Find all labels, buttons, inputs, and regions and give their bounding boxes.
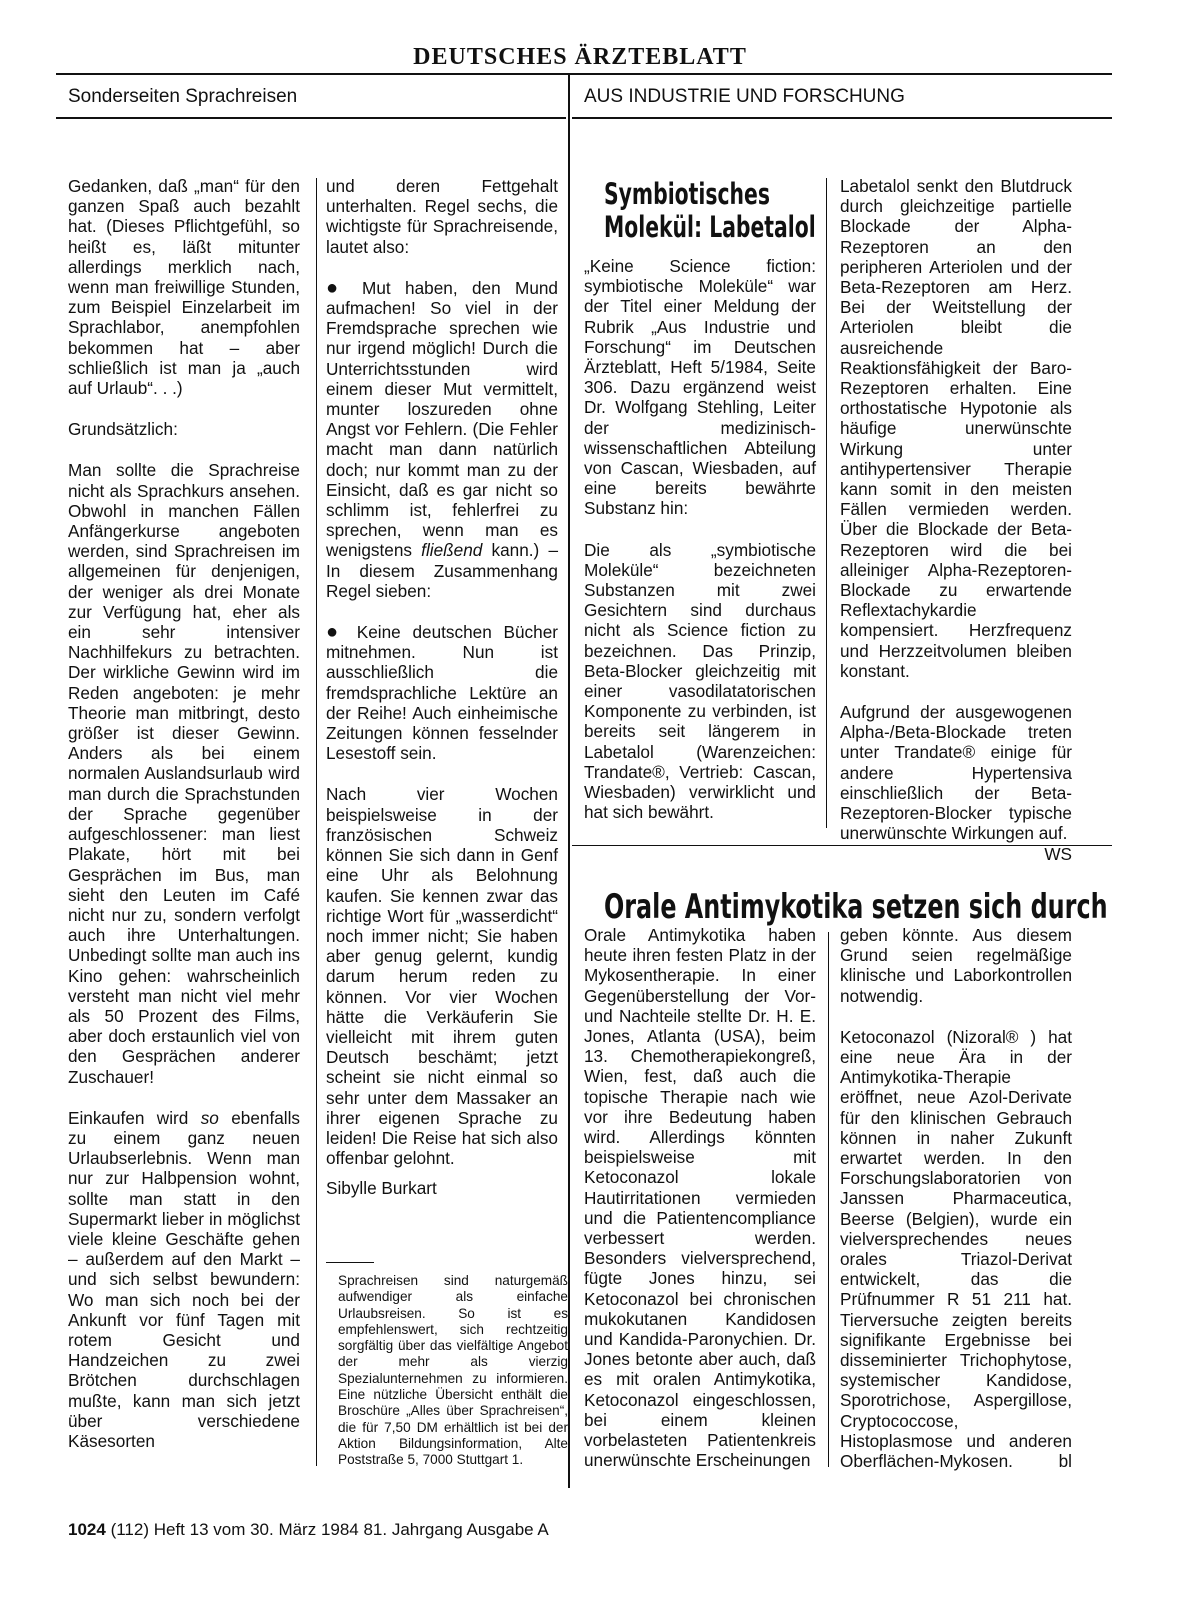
center-divider: [568, 73, 570, 1488]
text-run: Keine deutschen Bücher mitnehmen. Nun ist ausschließlich die fremdsprachliche Lektüre an der Reihe! Auch einheimische Zeitungen können fesselnder Lesestoff sein.: [326, 622, 558, 764]
text-run: ebenfalls zu einem ganz neuen Urlaubserlebnis. Wenn man nur zur Halbpension wohnt, sollte man statt in den Supermarkt lieber in möglichst viele kleine Geschäfte gehen – außerdem auf den Markt – und sich selbst bewundern: Wo man sich noch bei der Ankunft vor fünf Tagen mit rotem Gesicht und Handzeichen zu zwei Brötchen durchschlagen mußte, kann man sich jetzt über verschiedene Käsesorten: [68, 1107, 301, 1451]
article-1-col-b: [840, 176, 1072, 865]
column-2: [326, 176, 558, 1220]
text-run: Aufgrund der ausgewogenen Alpha-/Beta-Blockade treten unter Trandate® einige für andere Hypertensiva einschließlich der Beta-Rezeptoren-Blocker typische unerwünschte Wirkungen auf.: [840, 702, 1072, 844]
emphasis: so: [200, 1107, 219, 1128]
paragraph: Orale Antimykotika haben heute ihren festen Platz in der Mykosentherapie. In einer Gegenüberstellung der Vor- und Nachteile stellte Dr. H. E. Jones, Atlanta (USA), beim 13. Chemotherapiekongreß, Wien, fest, daß auch die topische Therapie nach wie vor ihre Bedeutung haben wird. Allerdings könnten beispielsweise mit Ketoconazol lokale Hautirritationen vermieden und die Patientencompliance verbessert werden. Besonders vielversprechend, fügte Jones hinzu, sei Ketoconazol bei chronischen mukokutanen Kandidosen und Kandida-Paronychien. Dr. Jones betonte aber auch, daß es mit oralen Antimykotika, Ketoconazol eingeschlossen, bei einem kleinen vorbelasteten Patientenkreis unerwünschte Erscheinungen: [584, 925, 816, 1471]
paragraph: Man sollte die Sprachreise nicht als Sprachkurs ansehen. Obwohl in manchen Fällen Anfängerkurse angeboten werden, sind Sprachreisen im allgemeinen für denjenigen, der weniger als drei Monate zur Verfügung hat, eher als ein sehr intensiver Nachhilfekurs zu betrachten. Der wirkliche Gewinn wird im Reden angeboten: je mehr Theorie man mitbringt, desto größer ist dieser Gewinn. Anders als bei einem normalen Auslandsurlaub wird man durch die Sprachstunden der Sprache gegenüber aufgeschlossener: man liest Plakate, hört mit bei Gesprächen im Bus, man sieht den Leuten im Café nicht nur zu, sondern verfolgt auch ihre Unterhaltungen. Unbedingt sollte man auch ins Kino gehen: wahrscheinlich versteht man nicht viel mehr als 50 Prozent des Films, aber doch erstaunlich viel von den Gesprächen anderer Zuschauer!: [68, 460, 300, 1087]
title-line: Symbiotisches: [604, 177, 770, 211]
section-rule-left: [56, 117, 566, 119]
article-2-col-b: [840, 925, 1072, 1492]
title-line: Molekül: Labetalol: [604, 210, 816, 244]
masthead-rule: [56, 73, 1112, 75]
text-run: Ketoconazol (Nizoral® ) hat eine neue Ära in der Antimykotika-Therapie eröffnet, neue Azol-Derivate für den klinischen Gebrauch können in naher Zukunft erwartet werden. In den Forschungslaboratorien von Janssen Pharmaceutica, Beerse (Belgien), wurde ein vielversprechendes neues orales Triazol-Derivat entwickelt, das die Prüfnummer R 51 211 hat. Tierversuche zeigten bereits signifikante Ergebnisse bei disseminierter Trichophytose, systemischer Kandidose, Sporotrichose, Aspergillose, Cryptococcose, Histoplasmose und anderen Oberflächen-Mykosen.: [840, 1026, 1072, 1472]
paragraph: Die als „symbiotische Moleküle“ bezeichneten Substanzen mit zwei Gesichtern sind durchaus nicht als Science fiction zu bezeichnen. Das Prinzip, Beta-Blocker gleichzeitig mit einer vasodilatatorischen Komponente zu verbinden, ist bereits seit längerem in Labetalol (Warenzeichen: Trandate®, Vertrieb: Cascan, Wiesbaden) verwirklicht und hat sich bewährt.: [584, 539, 816, 823]
article-1-title: [604, 178, 816, 244]
emphasis: fließend: [421, 540, 483, 561]
page-number: 1024: [68, 1520, 106, 1539]
bullet-icon: ●: [326, 276, 348, 299]
paragraph: [326, 622, 558, 763]
paragraph: Labetalol senkt den Blutdruck durch gleichzeitige partielle Blockade der Alpha-Rezeptoren an den peripheren Arteriolen und der Beta-Rezeptoren am Herz. Bei der Weitstellung der Arteriolen bleibt die ausreichende Reaktionsfähigkeit der Baro-Rezeptoren erhalten. Eine orthostatische Hypotonie als häufige unerwünschte Wirkung unter antihypertensiver Therapie kann somit in den meisten Fällen vermieden werden. Über die Blockade der Beta-Rezeptoren wird die bei alleiniger Alpha-Rezeptoren-Blockade zu erwartende Reflextachykardie kompensiert. Herzfrequenz und Herzzeitvolumen bleiben konstant.: [840, 176, 1072, 681]
section-left: Sonderseiten Sprachreisen: [68, 86, 298, 107]
paragraph: [68, 1108, 300, 1451]
paragraph: [326, 278, 558, 601]
section-right: AUS INDUSTRIE UND FORSCHUNG: [584, 86, 905, 107]
paragraph: Nach vier Wochen beispielsweise in der französischen Schweiz können Sie sich dann in Genf eine Uhr als Belohnung kaufen. Sie kennen zwar das richtige Wort für „wasserdicht“ noch immer nicht; Sie haben aber genug gelernt, kundig darum herum reden zu können. Vor vier Wochen hätte die Verkäuferin Sie vielleicht mit ihrem guten Deutsch beschämt; jetzt scheint sie nicht einmal so sehr unter dem Massaker an ihrer eigenen Sprache zu leiden! Die Reise hat sich also offenbar gelohnt.: [326, 784, 558, 1169]
section-rule-right: [572, 117, 1112, 119]
text-run: Mut haben, den Mund aufmachen! So viel in der Fremdsprache sprechen wie nur irgend möglich! Durch die Unterrichtsstunden wird einem dieser Mut vermittelt, munter loszureden ohne Angst vor Fehlern. (Die Fehler macht man dann natürlich doch; nur kommt man zu der Einsicht, daß es gar nicht so schlimm ist, fehlerfrei zu sprechen, wenn man es wenigstens: [326, 277, 558, 561]
page-footer: [68, 1520, 549, 1540]
author: Sibylle Burkart: [326, 1178, 437, 1199]
subheading: Grundsätzlich:: [68, 419, 178, 440]
signature: bl: [1058, 1451, 1072, 1472]
paragraph: [840, 702, 1072, 864]
signature: WS: [1044, 843, 1072, 864]
paragraph: geben könnte. Aus diesem Grund seien regelmäßige klinische und Laborkontrollen notwendig.: [840, 925, 1072, 1006]
paragraph: und deren Fettgehalt unterhalten. Regel sechs, die wichtigste für Sprachreisende, lautet also:: [326, 176, 558, 257]
paragraph: [840, 1027, 1072, 1471]
article-2-title: Orale Antimykotika setzen sich durch: [604, 887, 1108, 927]
footnote: Sprachreisen sind naturgemäß aufwendiger als einfache Urlaubsreisen. So ist es empfehlenswert, sich rechtzeitig sorgfältig über das vielfältige Angebot der mehr als vierzig Spezialunternehmen zu informieren. Eine nützliche Übersicht enthält die Broschüre „Alles über Sprachreisen“, die für 7,50 DM erhältlich ist bei der Aktion Bildungsinformation, Alte Poststraße 5, 7000 Stuttgart 1.: [338, 1273, 568, 1468]
column-1: [68, 176, 300, 1472]
footnote-rule: [326, 1262, 374, 1263]
bullet-icon: ●: [326, 621, 346, 644]
issue-info: (112) Heft 13 vom 30. März 1984 81. Jahrgang Ausgabe A: [110, 1520, 549, 1539]
text-run: Einkaufen wird: [68, 1107, 201, 1128]
col-divider-right-lower: [828, 932, 829, 1467]
col-divider-left: [316, 178, 317, 1466]
paragraph: Gedanken, daß „man“ für den ganzen Spaß auch bezahlt hat. (Dieses Pflichtgefühl, so heißt es, läßt mitunter allerdings merklich nach, wenn man freiwillige Stunden, zum Beispiel Einzelarbeit im Sprachlabor, anempfohlen bekommen hat – aber schließlich ist man ja „auch auf Urlaub“. . .): [68, 176, 300, 399]
article-1-col-a: [584, 256, 816, 843]
paragraph: „Keine Science fiction: symbiotische Moleküle“ war der Titel einer Meldung der Rubrik „Aus Industrie und Forschung“ im Deutschen Ärzteblatt, Heft 5/1984, Seite 306. Dazu ergänzend weist Dr. Wolfgang Stehling, Leiter der medizinisch-wissenschaftlichen Abteilung von Cascan, Wiesbaden, auf eine bereits bewährte Substanz hin:: [584, 256, 816, 519]
col-divider-right: [826, 178, 827, 828]
text-run: kann.) – In diesem Zusammenhang Regel sieben:: [326, 540, 558, 601]
article-2-col-a: [584, 925, 816, 1491]
masthead: DEUTSCHES ÄRZTEBLATT: [413, 44, 747, 70]
